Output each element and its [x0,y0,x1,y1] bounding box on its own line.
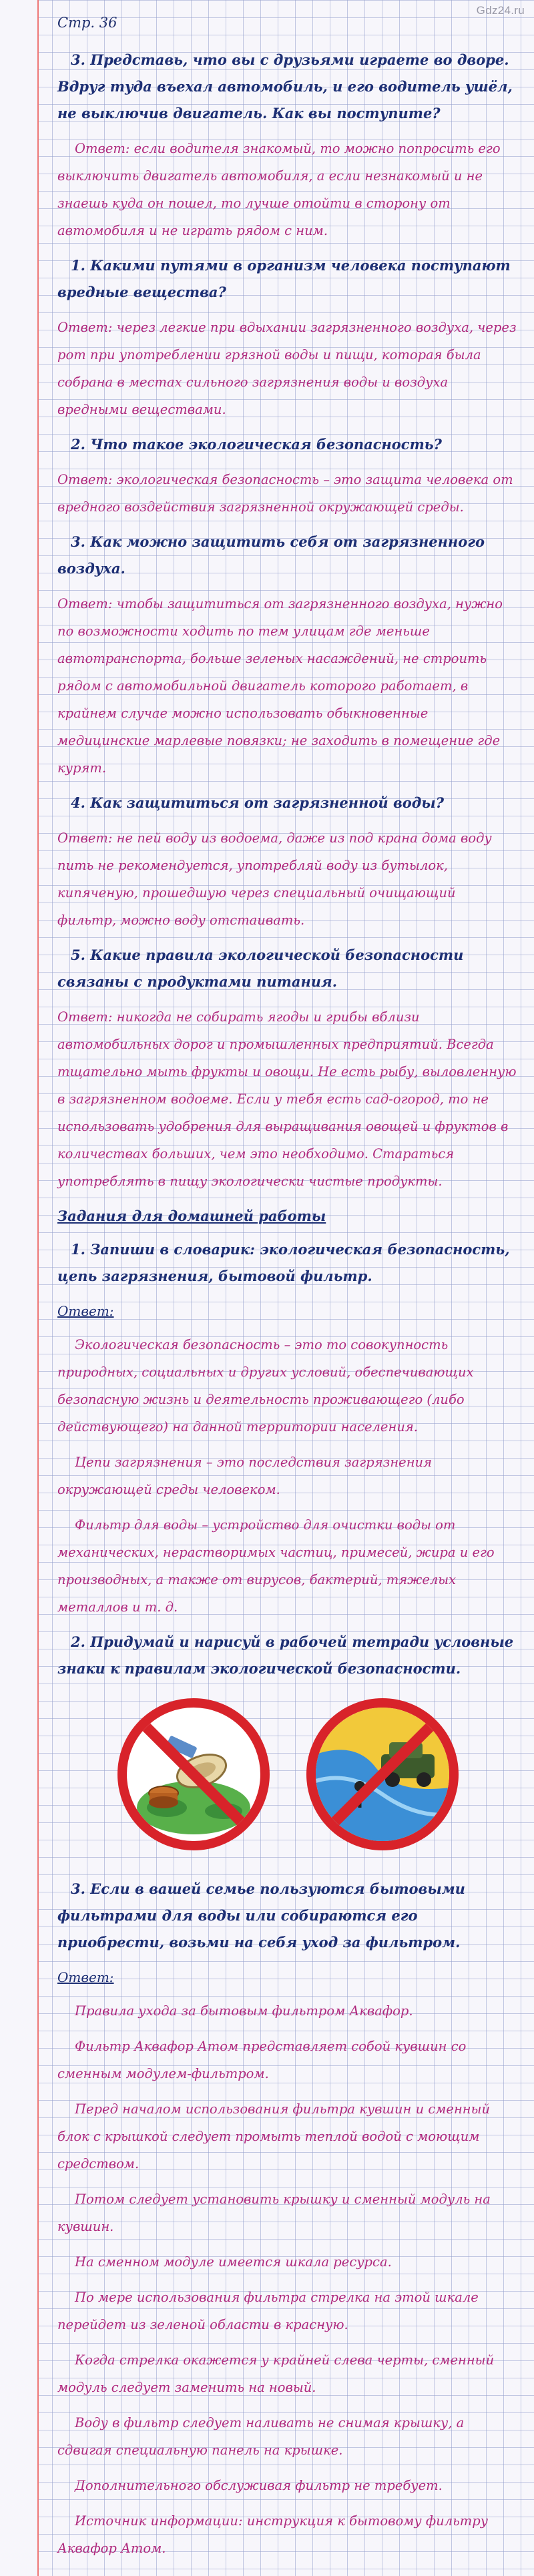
filter-care-paragraph-3: Перед началом использования фильтра кувшин и сменный блок с крышкой следует промыть теплой водой с моющим средством. [57,2101,491,2171]
homework-task-3: 3. Если в вашей семье пользуются бытовыми фильтрами для воды или собираются его приобрести, возьми на себя уход за фильтром. [57,1880,465,1951]
answer-3: Ответ: чтобы защититься от загрязненного воздуха, нужно по возможности ходить по тем улицам где меньше автотранспорта, больше зеленых насаждений, не строить рядом с автомобильной двигатель которого работает, в крайнем случае можно использовать обыкновенные медицинские марлевые повязки; не заходить в помещение где курят. [57,596,503,776]
definition-water-filter: Фильтр для воды – устройство для очистки воды от механических, нерастворимых частиц, примесей, жира и его производных, а также от вирусов, бактерий, тяжелых металлов и т. д. [57,1517,495,1615]
filter-care-paragraph-5: На сменном модуле имеется шкала ресурса. [75,2254,392,2270]
homework-task-1-answer-label: Ответ: [57,1303,114,1319]
no-littering-sign-icon [117,1698,270,1850]
homework-title: Задания для домашней работы [57,1208,326,1224]
filter-care-paragraph-1: Правила ухода за бытовым фильтром Аквафор. [75,2003,413,2019]
filter-care-paragraph-8: Воду в фильтр следует наливать не снимая крышку, а сдвигая специальную панель на крышке. [57,2415,465,2458]
question-2: 2. Что такое экологическая безопасность? [71,436,442,453]
filter-care-paragraph-10: Источник информации: инструкция к бытовому фильтру Аквафор Атом. [57,2513,489,2556]
filter-care-paragraph-4: Потом следует установить крышку и сменный модуль на кувшин. [57,2192,491,2234]
no-car-washing-in-water-sign-icon [306,1698,459,1850]
page-number: Стр. 36 [57,15,117,31]
notebook-page [57,12,518,2570]
question-5: 5. Какие правила экологической безопасности связаны с продуктами питания. [57,947,464,990]
homework-task-2: 2. Придумай и нарисуй в рабочей тетради условные знаки к правилам экологической безопасности. [57,1633,514,1677]
filter-care-paragraph-6: По мере использования фильтра стрелка на этой шкале перейдет из зеленой области в красную. [57,2290,479,2332]
answer-4: Ответ: не пей воду из водоема, даже из под крана дома воду пить не рекомендуется, употребляй воду из бутылок, кипяченую, прошедшую через специальный очищающий фильтр, можно воду отстаивать. [57,830,492,928]
question-3-intro: 3. Представь, что вы с друзьями играете во дворе. Вдруг туда въехал автомобиль, и его водитель ушёл, не выключив двигатель. Как вы поступите? [57,51,513,121]
homework-task-1: 1. Запиши в словарик: экологическая безопасность, цепь загрязнения, бытовой фильтр. [57,1241,510,1284]
question-1: 1. Какими путями в организм человека поступают вредные вещества? [57,257,511,300]
definition-pollution-chains: Цепи загрязнения – это последствия загрязнения окружающей среды человеком. [57,1455,433,1497]
no-littering-drawing [127,1708,260,1841]
question-4: 4. Как защититься от загрязненной воды? [71,794,445,811]
definition-ecological-safety: Экологическая безопасность – это то совокупность природных, социальных и других условий, обеспечивающих безопасную жизнь и деятельность проживающего (либо действующего) на данной территории населения. [57,1337,474,1435]
answer-1: Ответ: через легкие при вдыхании загрязненного воздуха, через рот при употреблении грязной воды и пищи, которая была собрана в местах сильного загрязнения воды и воздуха вредными веществами. [57,320,517,417]
watermark: Gdz24.ru [476,4,525,17]
filter-care-paragraph-2: Фильтр Аквафор Атом представляет собой кувшин со сменным модулем-фильтром. [57,2039,467,2081]
filter-care-paragraph-7: Когда стрелка окажется у крайней слева черты, сменный модуль следует заменить на новый. [57,2352,495,2395]
homework-task-3-answer-label: Ответ: [57,1969,114,1985]
answer-5: Ответ: никогда не собирать ягоды и грибы вблизи автомобильных дорог и промышленных предприятий. Всегда тщательно мыть фрукты и овощи. Не есть рыбу, выловленную в загрязненном водоеме. Если у тебя есть сад-огород, то не использовать удобрения для выращивания овощей и фруктов в количествах больших, чем это необходимо. Стараться употреблять в пищу экологически чистые продукты. [57,1009,517,1189]
answer-2: Ответ: экологическая безопасность – это защита человека от вредного воздействия загрязненной окружающей среды. [57,472,513,515]
no-car-washing-drawing [316,1708,449,1841]
answer-3-intro: Ответ: если водителя знакомый, то можно попросить его выключить двигатель автомобиля, а если незнакомый и не знаешь куда он пошел, то лучше отойти в сторону от автомобиля и не играть рядом с ним. [57,141,501,238]
filter-care-paragraph-9: Дополнительного обслуживая фильтр не требует. [75,2478,443,2493]
question-3: 3. Как можно защитить себя от загрязненного воздуха. [57,533,485,577]
safety-signs [57,1698,518,1850]
